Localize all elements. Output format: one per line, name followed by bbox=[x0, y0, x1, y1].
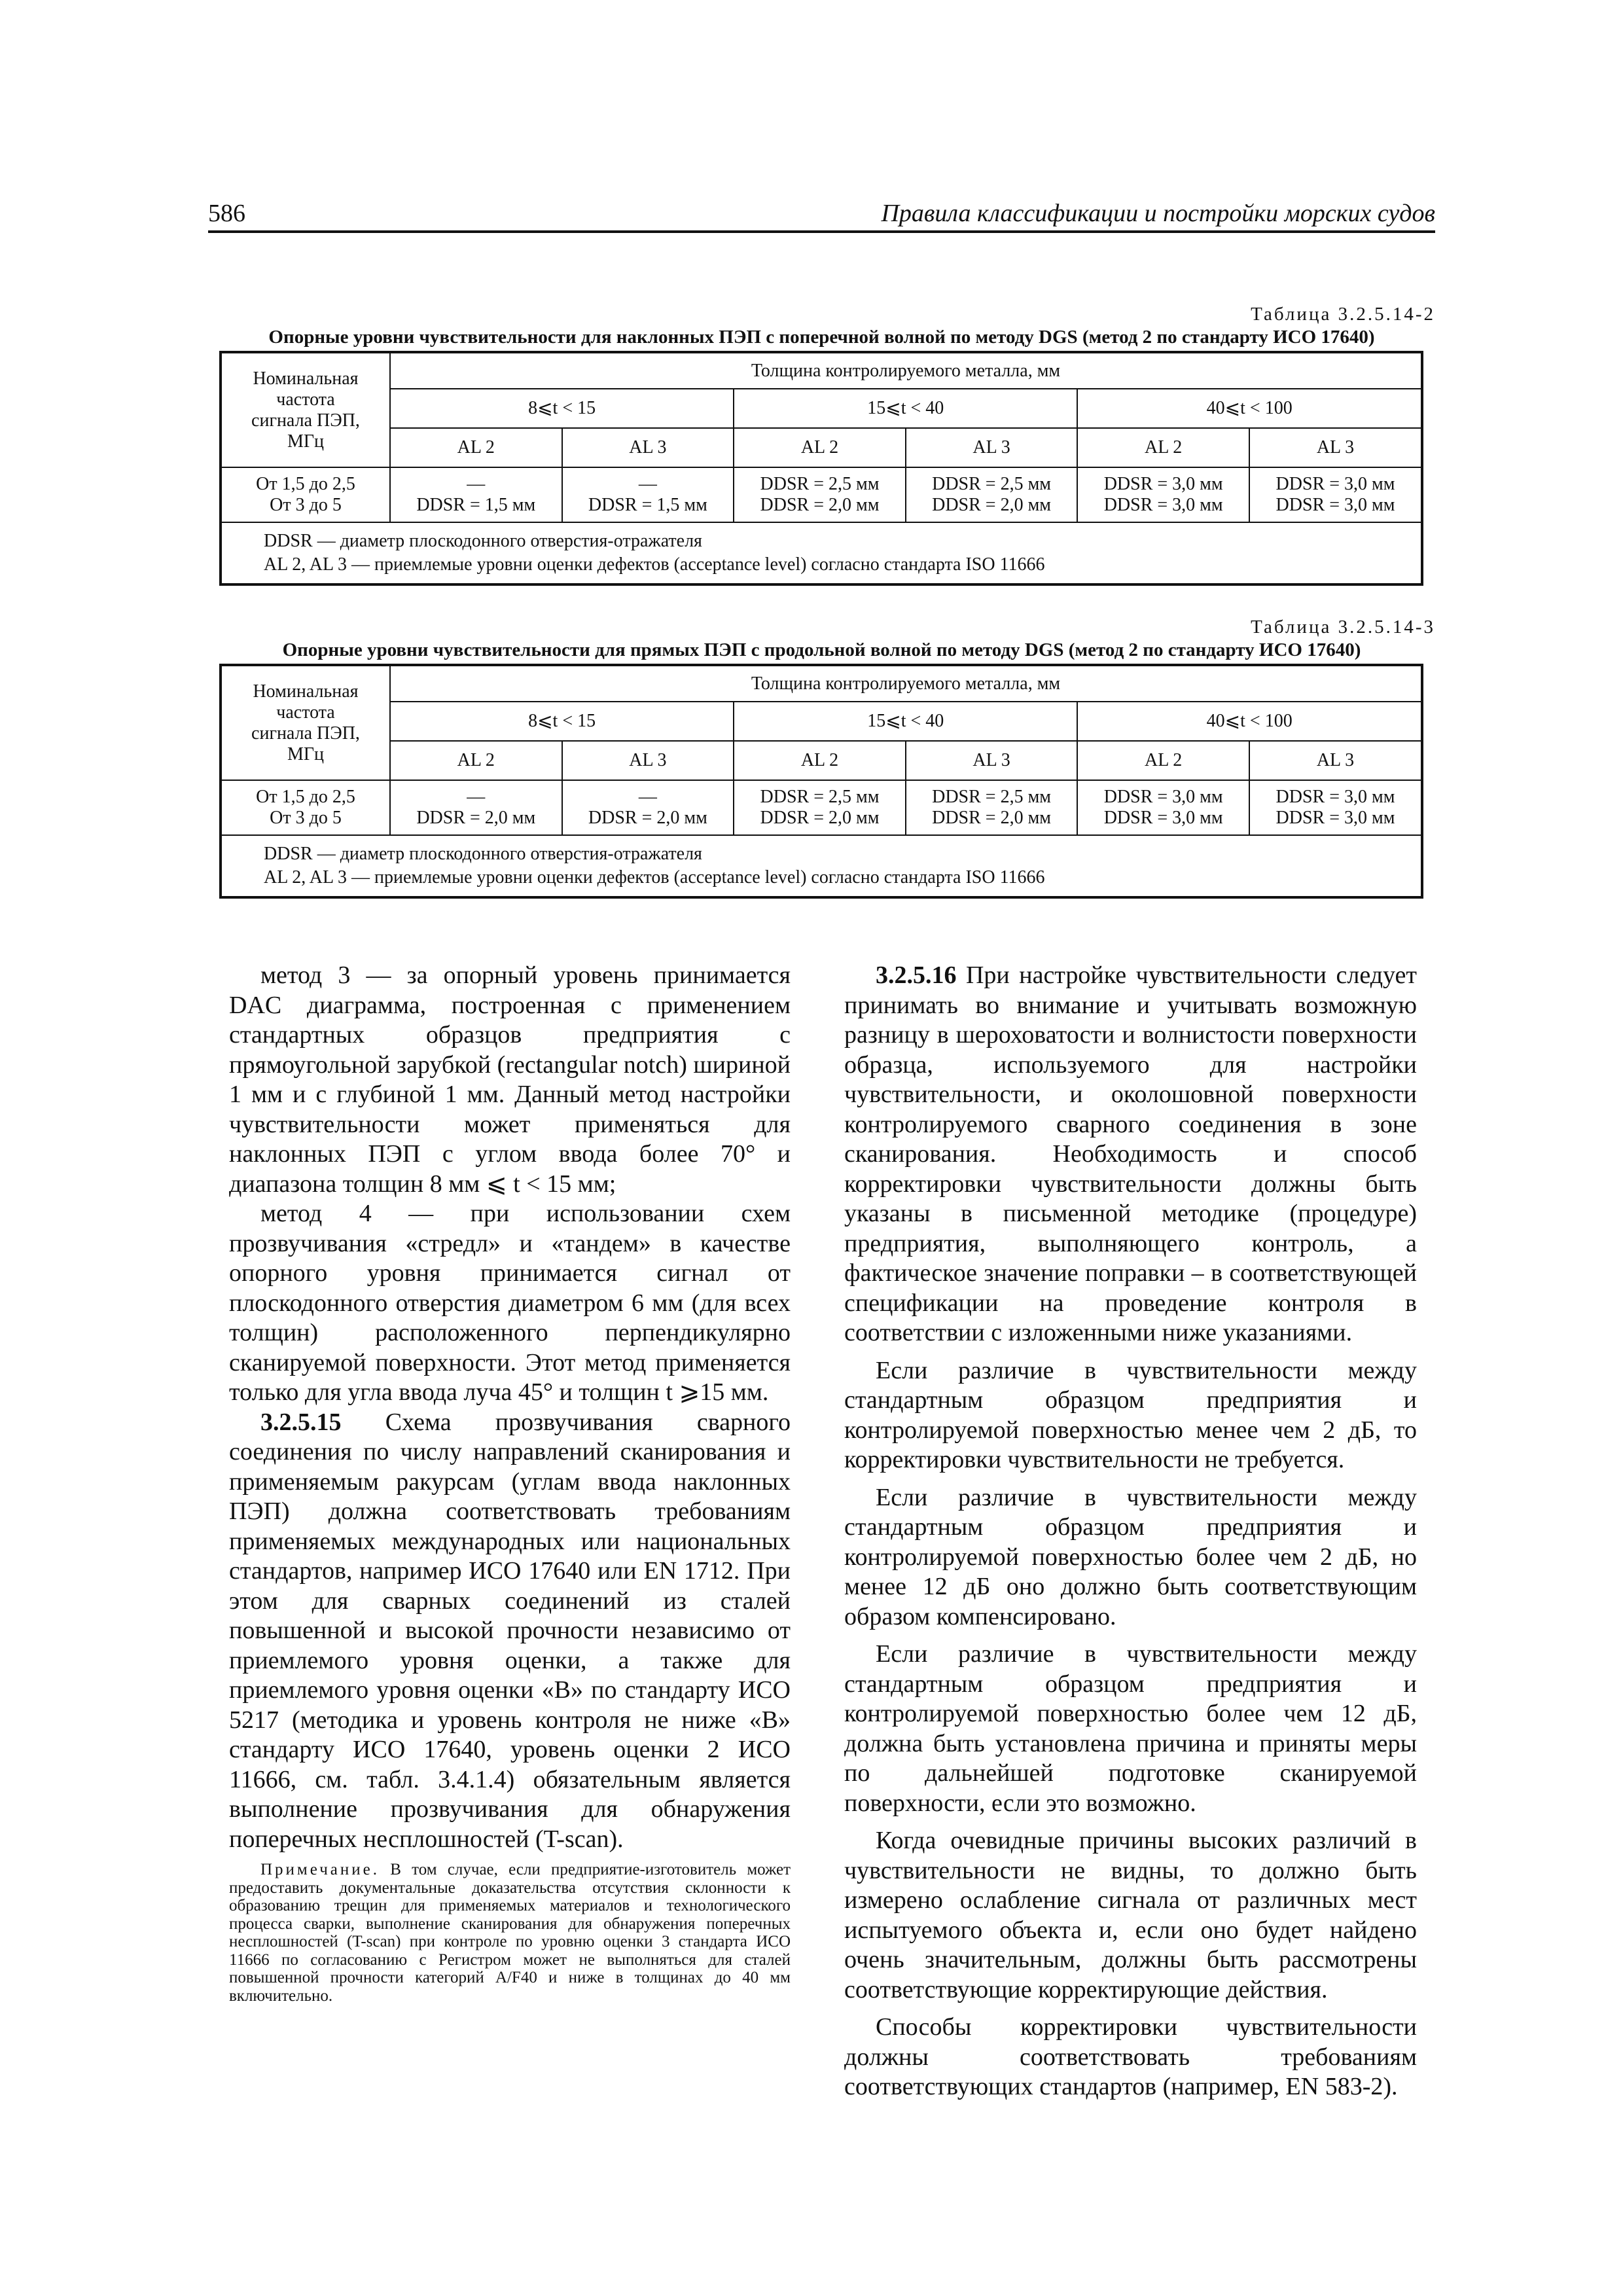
paragraph-3-2-5-16: 3.2.5.16 При настройке чувствительности следует принимать во внимание и учитывать возможную разницу в шероховатости и волнистости поверхности образца, используемого для настройки чувствительности, и околошовной поверхности контролируемого сварного соединения в зоне сканирования. Необходимость и способ корректировки чувствительности должны быть указаны в письменной методике (процедуре) предприятия, выполняющего контроль, а фактическое значение поправки – в соответствующей спецификации на проведение контроля в соответствии с изложенными ниже указаниями. bbox=[844, 961, 1417, 1346]
range-header: 40⩽t < 100 bbox=[1077, 702, 1422, 741]
sensitivity-table bbox=[219, 664, 1423, 899]
value-cell: — DDSR = 1,5 мм bbox=[390, 467, 562, 522]
value-cell: DDSR = 2,5 мм DDSR = 2,0 мм bbox=[906, 467, 1078, 522]
table-notes bbox=[221, 522, 1422, 584]
paragraph: Если различие в чувствительности между стандартным образцом предприятия и контролируемой поверхностью более чем 12 дБ, должна быть установлена причина и приняты меры по дальнейшей подготовке сканируемой поверхности, если это возможно. bbox=[844, 1640, 1417, 1817]
level-header: AL 3 bbox=[1249, 741, 1422, 780]
level-header: AL 2 bbox=[734, 741, 906, 780]
frequency-cell: От 1,5 до 2,5 От 3 до 5 bbox=[221, 467, 390, 522]
level-header: AL 2 bbox=[390, 428, 562, 467]
value-cell: DDSR = 3,0 мм DDSR = 3,0 мм bbox=[1249, 467, 1422, 522]
paragraph: Способы корректировки чувствительности должны соответствовать требованиям соответствующих стандартов (например, EN 583-2). bbox=[844, 2013, 1417, 2100]
note-line: AL 2, AL 3 — приемлемые уровни оценки дефектов (acceptance level) согласно стандарта ISO 11666 bbox=[264, 867, 1045, 888]
nominal-frequency-header: Номинальная частота сигнала ПЭП, МГц bbox=[221, 352, 390, 467]
thickness-header: Толщина контролируемого металла, мм bbox=[390, 665, 1422, 702]
note-label: Примечание. bbox=[260, 1861, 380, 1878]
value-cell: DDSR = 2,5 мм DDSR = 2,0 мм bbox=[906, 780, 1078, 835]
level-header: AL 3 bbox=[562, 741, 734, 780]
sensitivity-table bbox=[219, 351, 1423, 586]
section-number: 3.2.5.15 bbox=[260, 1408, 342, 1436]
table-3-2-5-14-3 bbox=[208, 615, 1435, 899]
table-caption: Опорные уровни чувствительности для прямых ПЭП с продольной волной по методу DGS (метод 2 по стандарту ИСО 17640) bbox=[282, 639, 1361, 660]
paragraph: Когда очевидные причины высоких различий в чувствительности не видны, то должно быть измерено ослабление сигнала от различных мест испытуемого объекта и, если оно будет найдено очень значительным, должны быть рассмотрены соответствующие корректирующие действия. bbox=[844, 1827, 1417, 2003]
value-cell: DDSR = 3,0 мм DDSR = 3,0 мм bbox=[1077, 780, 1249, 835]
table-notes bbox=[221, 835, 1422, 897]
section-number: 3.2.5.16 bbox=[876, 961, 957, 989]
paragraph-3-2-5-15: 3.2.5.15 Схема прозвучивания сварного соединения по числу направлений сканирования и применяемым ракурсам (углам ввода наклонных ПЭП) должна соответствовать требованиям применяемых международных или национальных стандартов, например ИСО 17640 или EN 1712. При этом для сварных соединений из сталей повышенной и высокой прочности независимо от приемлемого уровня оценки, а также для приемлемого уровня оценки «В» по стандарту ИСО 5217 (методика и уровень контроля не ниже «В» стандарту ИСО 17640, уровень оценки 2 ИСО 11666, см. табл. 3.4.1.4) обязательным является выполнение прозвучивания для обнаружения поперечных несплошностей (T-scan). bbox=[229, 1408, 791, 1853]
value-cell: — DDSR = 1,5 мм bbox=[562, 467, 734, 522]
level-header: AL 2 bbox=[1077, 741, 1249, 780]
note-paragraph: Примечание. В том случае, если предприятие-изготовитель может предоставить документальные доказательства отсутствия склонности к образованию трещин для применяемых материалов и технологического процесса сварки, выполнение сканирования для обнаружения поперечных несплошностей (T-scan) при контроле по уровню оценки 3 стандарта ИСО 11666 по согласованию с Регистром может не выполняться для сталей повышенной прочности категорий A/F40 и ниже в толщинах до 40 мм включительно. bbox=[229, 1861, 791, 2005]
running-title: Правила классификации и постройки морских судов bbox=[881, 200, 1435, 227]
range-header: 40⩽t < 100 bbox=[1077, 389, 1422, 428]
page-number: 586 bbox=[208, 200, 245, 227]
level-header: AL 2 bbox=[734, 428, 906, 467]
value-cell: DDSR = 2,5 мм DDSR = 2,0 мм bbox=[734, 467, 906, 522]
table-number: Таблица 3.2.5.14-2 bbox=[1251, 304, 1435, 325]
thickness-header: Толщина контролируемого металла, мм bbox=[390, 352, 1422, 389]
paragraph-method-3: метод 3 — за опорный уровень принимается DAC диаграмма, построенная с применением стандартных образцов предприятия с прямоугольной зарубкой (rectangular notch) шириной 1 мм и с глубиной 1 мм. Данный метод настройки чувствительности может применяться для наклонных ПЭП с углом ввода более 70° и диапазона толщин 8 мм ⩽ t < 15 мм; bbox=[229, 961, 791, 1198]
left-column bbox=[229, 961, 791, 2005]
range-header: 8⩽t < 15 bbox=[390, 702, 734, 741]
note-line: DDSR — диаметр плоскодонного отверстия-отражателя bbox=[264, 844, 702, 864]
paragraph-method-4: метод 4 — при использовании схем прозвучивания «стредл» и «тандем» в качестве опорного уровня принимается сигнал от плоскодонного отверстия диаметром 6 мм (для всех толщин) расположенного перпендикулярно сканируемой поверхности. Этот метод применяется только для угла ввода луча 45° и толщин t ⩾15 мм. bbox=[229, 1200, 791, 1406]
value-cell: DDSR = 3,0 мм DDSR = 3,0 мм bbox=[1249, 780, 1422, 835]
level-header: AL 2 bbox=[1077, 428, 1249, 467]
level-header: AL 3 bbox=[562, 428, 734, 467]
range-header: 15⩽t < 40 bbox=[734, 389, 1077, 428]
note-line: AL 2, AL 3 — приемлемые уровни оценки дефектов (acceptance level) согласно стандарта ISO 11666 bbox=[264, 554, 1045, 575]
level-header: AL 3 bbox=[906, 741, 1078, 780]
paragraph: Если различие в чувствительности между стандартным образцом предприятия и контролируемой поверхностью более чем 2 дБ, но менее 12 дБ оно должно быть соответствующим образом компенсировано. bbox=[844, 1483, 1417, 1630]
table-caption: Опорные уровни чувствительности для наклонных ПЭП с поперечной волной по методу DGS (метод 2 по стандарту ИСО 17640) bbox=[268, 327, 1375, 348]
page-header bbox=[208, 190, 1435, 233]
frequency-cell: От 1,5 до 2,5 От 3 до 5 bbox=[221, 780, 390, 835]
right-column bbox=[844, 961, 1417, 2102]
level-header: AL 2 bbox=[390, 741, 562, 780]
paragraph: Если различие в чувствительности между стандартным образцом предприятия и контролируемой поверхностью менее чем 2 дБ, то корректировки чувствительности не требуется. bbox=[844, 1356, 1417, 1473]
table-3-2-5-14-2 bbox=[208, 302, 1435, 586]
level-header: AL 3 bbox=[906, 428, 1078, 467]
nominal-frequency-header: Номинальная частота сигнала ПЭП, МГц bbox=[221, 665, 390, 780]
range-header: 15⩽t < 40 bbox=[734, 702, 1077, 741]
value-cell: DDSR = 3,0 мм DDSR = 3,0 мм bbox=[1077, 467, 1249, 522]
value-cell: — DDSR = 2,0 мм bbox=[562, 780, 734, 835]
value-cell: — DDSR = 2,0 мм bbox=[390, 780, 562, 835]
value-cell: DDSR = 2,5 мм DDSR = 2,0 мм bbox=[734, 780, 906, 835]
level-header: AL 3 bbox=[1249, 428, 1422, 467]
note-line: DDSR — диаметр плоскодонного отверстия-отражателя bbox=[264, 531, 702, 551]
range-header: 8⩽t < 15 bbox=[390, 389, 734, 428]
table-number: Таблица 3.2.5.14-3 bbox=[1251, 617, 1435, 637]
